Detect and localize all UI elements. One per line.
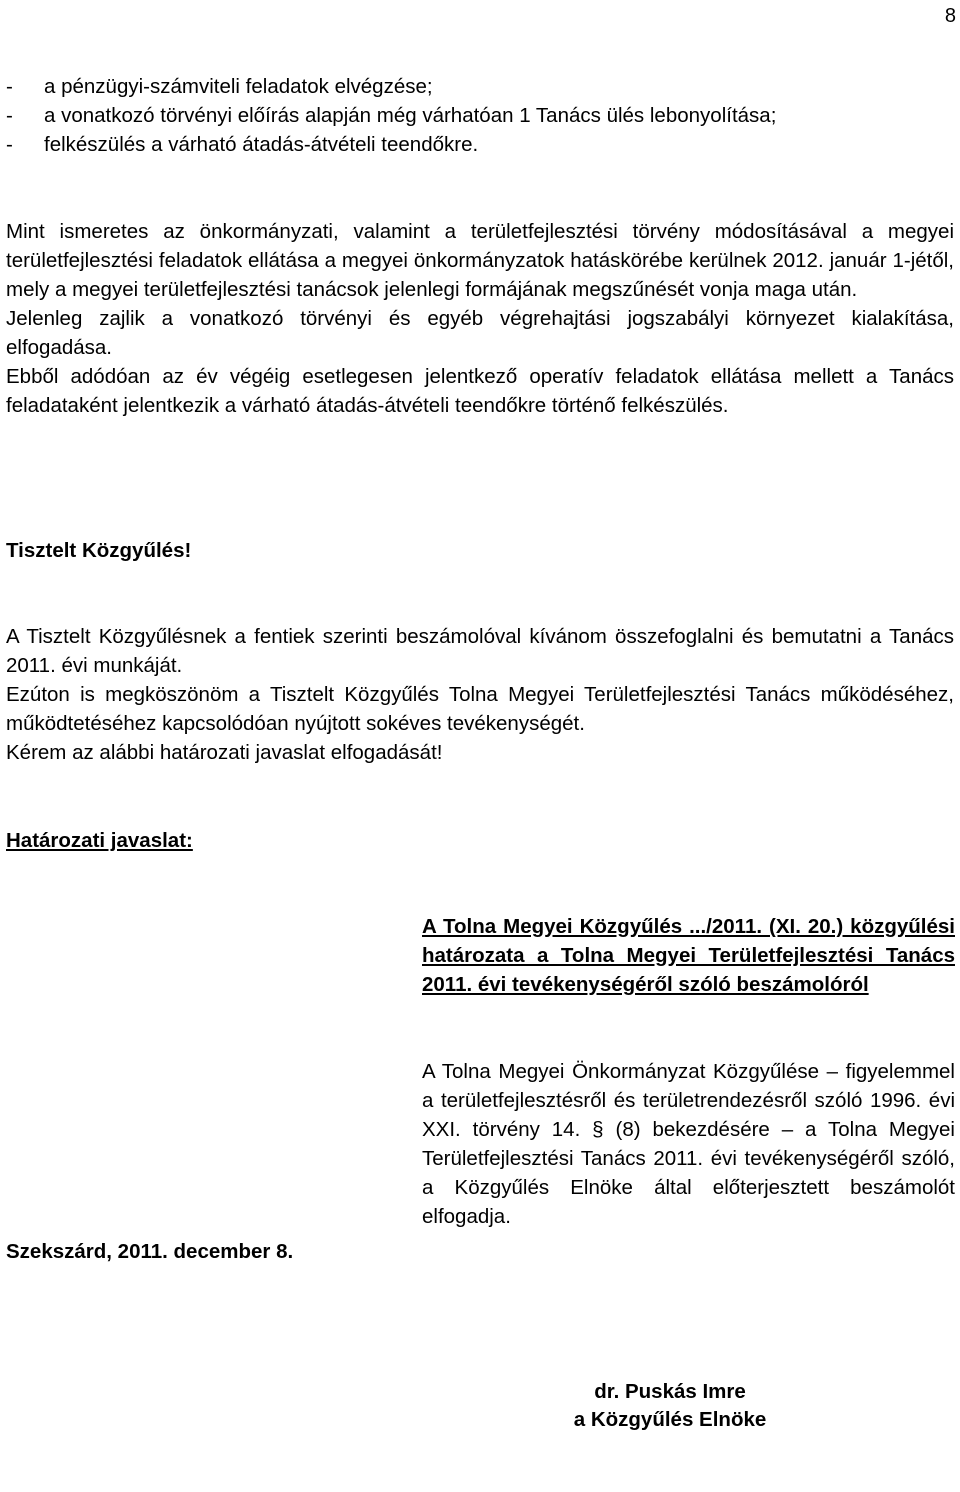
list-item (6, 101, 956, 130)
paragraph: Kérem az alábbi határozati javaslat elfogadását! (6, 741, 443, 764)
resolution-title: A Tolna Megyei Közgyűlés .../2011. (XI. 20.) közgyűlési határozata a Tolna Megyei Területfejlesztési Tanács 2011. évi tevékenységéről szóló beszámolóról (422, 915, 955, 996)
paragraph: Ebből adódóan az év végéig esetlegesen jelentkező operatív feladatok ellátása mellett a Tanács feladataként jelentkezik a várható átadás-átvételi teendőkre történő felkészülés. (6, 365, 954, 417)
place-date: Szekszárd, 2011. december 8. (6, 1240, 294, 1263)
task-list (6, 72, 956, 159)
page-number: 8 (944, 5, 956, 27)
signatory-name: dr. Puskás Imre (594, 1380, 746, 1403)
list-dash: - (6, 104, 13, 127)
list-dash: - (6, 75, 13, 98)
paragraph: A Tisztelt Közgyűlésnek a fentiek szerinti beszámolóval kívánom összefoglalni és bemutatni a Tanács 2011. évi munkáját. (6, 625, 954, 677)
paragraph: Ezúton is megköszönöm a Tisztelt Közgyűlés Tolna Megyei Területfejlesztési Tanács működéséhez, működtetéséhez kapcsolódóan nyújtott sokéves tevékenységét. (6, 683, 954, 735)
list-item-text: a pénzügyi-számviteli feladatok elvégzése; (44, 75, 433, 98)
resolution-body: A Tolna Megyei Önkormányzat Közgyűlése – figyelemmel a területfejlesztésről és területrendezésről szóló 1996. évi XXI. törvény 14. § (8) bekezdésére – a Tolna Megyei Területfejlesztési Tanács 2011. évi tevékenységéről szóló, a Közgyűlés Elnöke által előterjesztett beszámolót elfogadja. (422, 1060, 955, 1228)
signatory-title: a Közgyűlés Elnöke (573, 1408, 767, 1431)
closing-section (6, 622, 954, 767)
paragraph: Jelenleg zajlik a vonatkozó törvényi és egyéb végrehajtási jogszabályi környezet kialakítása, elfogadása. (6, 307, 954, 359)
signature-block (540, 1378, 800, 1434)
proposal-heading: Határozati javaslat: (6, 829, 193, 852)
paragraph: Mint ismeretes az önkormányzati, valamint a területfejlesztési törvény módosításával a megyei területfejlesztési feladatok ellátása a megyei önkormányzatok hatáskörébe kerülnek 2012. január 1-jétől, mely a megyei területfejlesztési tanácsok jelenlegi formájának megszűnését vonja maga után. (6, 220, 954, 301)
list-item (6, 72, 956, 101)
list-item-text: felkészülés a várható átadás-átvételi teendőkre. (44, 133, 479, 156)
intro-section (6, 217, 954, 420)
list-dash: - (6, 133, 13, 156)
list-item-text: a vonatkozó törvényi előírás alapján még várhatóan 1 Tanács ülés lebonyolítása; (44, 104, 777, 127)
list-item (6, 130, 956, 159)
salutation: Tisztelt Közgyűlés! (6, 539, 192, 562)
